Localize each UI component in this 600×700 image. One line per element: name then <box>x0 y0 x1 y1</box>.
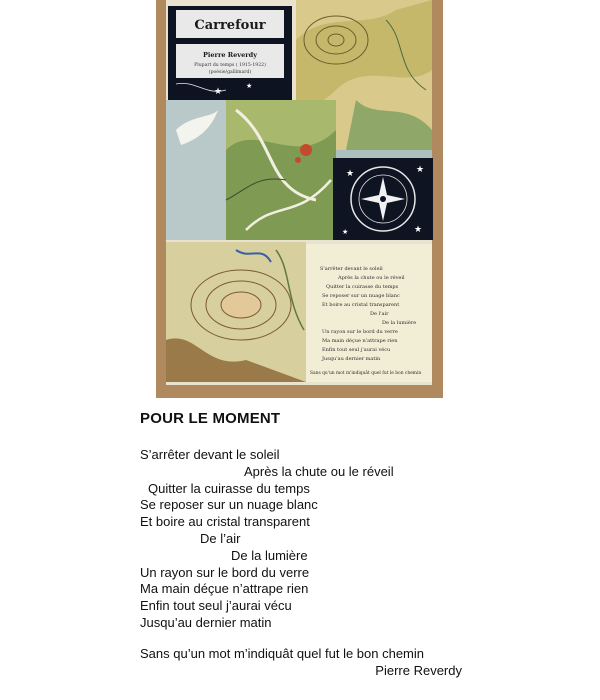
poem-author: Pierre Reverdy <box>375 662 462 678</box>
svg-text:★: ★ <box>416 164 425 174</box>
svg-text:★: ★ <box>414 224 423 234</box>
mini-poem-line-7: De la lumière <box>382 320 417 326</box>
artwork-panel-author: Pierre Reverdy <box>203 51 257 59</box>
mini-poem-line-11: Jusqu'au dernier matin <box>322 356 381 362</box>
svg-text:★: ★ <box>342 229 349 236</box>
mini-poem-line-5: Et boire au cristal transparent <box>322 302 400 308</box>
artwork-collage <box>156 0 443 398</box>
poem-line-4: Se reposer sur un nuage blanc <box>140 497 318 513</box>
poem-line-1: S’arrêter devant le soleil <box>140 447 280 462</box>
mini-poem-line-10: Enfin tout seul j'aurai vécu <box>322 347 391 353</box>
artwork-panel-title: Carrefour <box>194 18 266 33</box>
mini-poem-line-3: Quitter la cuirasse du temps <box>326 284 399 290</box>
artwork-panel-subtitle-2: (poésie/gallimard) <box>208 70 252 75</box>
mini-poem-line-4: Se reposer sur un nuage blanc <box>322 293 400 299</box>
poem-line-2: Après la chute ou le réveil <box>244 463 394 479</box>
poem-final-line: Sans qu’un mot m’indiquât quel fut le bon chemin <box>140 645 425 661</box>
mini-poem-line-2: Après la chute ou le réveil <box>338 275 405 281</box>
poem-line-5: Et boire au cristal transparent <box>140 514 310 530</box>
poem-line-9: Ma main déçue n’attrape rien <box>140 581 309 597</box>
poem-line-7: De la lumière <box>231 547 308 563</box>
mini-poem-line-6: De l'air <box>370 311 389 317</box>
artwork-photo <box>156 0 443 398</box>
artwork-panel-subtitle-1: Plupart du temps ( 1915-1922) <box>194 63 266 68</box>
poem-line-6: De l’air <box>200 530 241 546</box>
poem-line-11: Jusqu’au dernier matin <box>140 614 272 630</box>
mini-poem-line-9: Ma main déçue n'attrape rien <box>322 338 398 344</box>
svg-text:★: ★ <box>246 83 253 90</box>
mini-poem-line-8: Un rayon sur le bord du verre <box>322 329 398 335</box>
poem-line-3: Quitter la cuirasse du temps <box>148 480 310 496</box>
svg-text:★: ★ <box>346 168 355 178</box>
svg-text:★: ★ <box>214 86 223 96</box>
poem <box>140 410 480 679</box>
poem-line-10: Enfin tout seul j’aurai vécu <box>140 598 292 614</box>
poem-title: POUR LE MOMENT <box>140 410 281 427</box>
mini-poem-line-12: Sans qu'un mot m'indiquât quel fut le bon chemin <box>310 371 422 376</box>
mini-poem-line-1: S'arrêter devant le soleil <box>320 266 383 272</box>
poem-line-8: Un rayon sur le bord du verre <box>140 564 310 580</box>
